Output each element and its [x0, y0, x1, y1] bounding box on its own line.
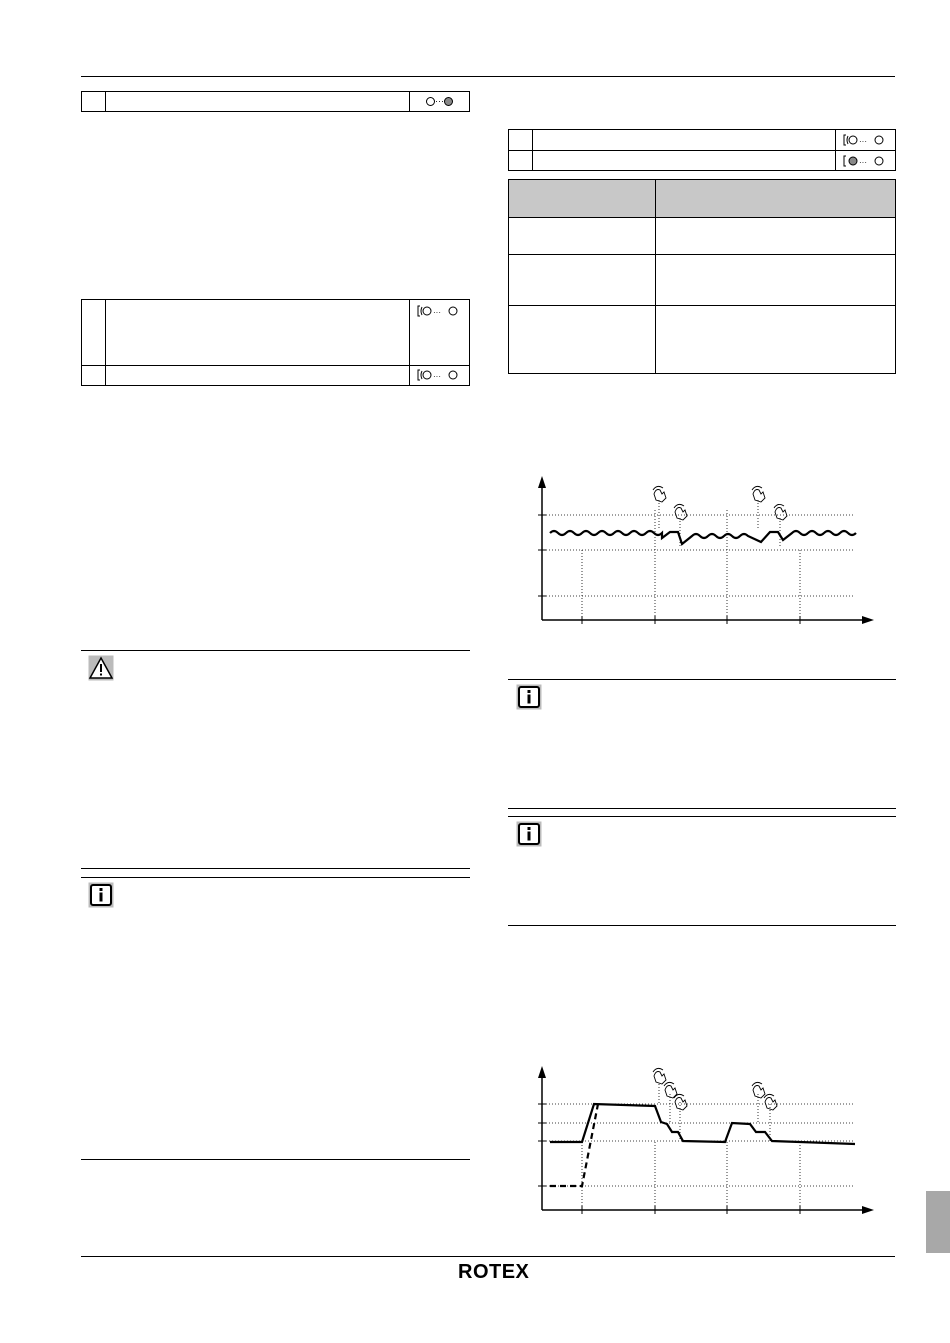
hand-touch-icon — [664, 1082, 677, 1098]
info-top-rule — [508, 679, 896, 680]
brand-logo: ROTEX — [458, 1261, 530, 1283]
hand-touch-icon — [752, 1082, 765, 1098]
info-icon — [516, 821, 542, 847]
chapter-side-tab — [926, 1191, 950, 1253]
hand-touch-icon — [774, 504, 787, 520]
svg-text:···: ··· — [859, 137, 867, 146]
table-row-divider — [509, 254, 895, 255]
table-number-cell — [82, 92, 106, 111]
table-row-divider — [82, 365, 469, 366]
table-row-divider — [509, 305, 895, 306]
table-icon-cell: ··· — [409, 92, 469, 111]
warning-triangle-icon — [88, 655, 114, 681]
left-top-table — [81, 91, 470, 112]
led-blink-icon — [843, 133, 887, 147]
svg-text:···: ··· — [433, 308, 441, 317]
hand-touch-icon — [653, 1068, 666, 1084]
info-bottom-rule — [508, 808, 896, 809]
info-bottom-rule — [508, 925, 896, 926]
led-blink-icon — [417, 304, 461, 318]
table-number-cell — [82, 300, 106, 385]
warning-top-rule — [81, 650, 470, 651]
info-icon — [516, 684, 542, 710]
info-icon — [88, 882, 114, 908]
room-temperature-chart-bottom — [520, 1062, 880, 1222]
led-blink-icon — [417, 368, 461, 382]
left-mid-table — [81, 299, 470, 386]
right-small-table — [508, 129, 896, 171]
hand-touch-icon — [674, 1094, 687, 1110]
room-temperature-chart-top — [520, 470, 880, 630]
table-row-divider — [509, 150, 895, 151]
footer-rule — [81, 1256, 895, 1257]
led-on-icon — [444, 97, 453, 106]
svg-text:···: ··· — [433, 372, 441, 381]
info-top-rule — [508, 816, 896, 817]
info-bottom-rule — [81, 1159, 470, 1160]
hand-touch-icon — [764, 1094, 777, 1110]
warning-bottom-rule — [81, 868, 470, 869]
table-header — [509, 180, 895, 218]
info-top-rule — [81, 877, 470, 878]
hand-touch-icon — [674, 504, 687, 520]
right-grid-table — [508, 179, 896, 374]
hand-touch-icon — [653, 486, 666, 502]
led-on-icon — [843, 154, 887, 168]
hand-touch-icon — [752, 486, 765, 502]
led-off-icon — [426, 97, 435, 106]
table-column-divider — [655, 180, 656, 373]
header-rule — [81, 76, 895, 77]
svg-text:···: ··· — [859, 158, 867, 167]
